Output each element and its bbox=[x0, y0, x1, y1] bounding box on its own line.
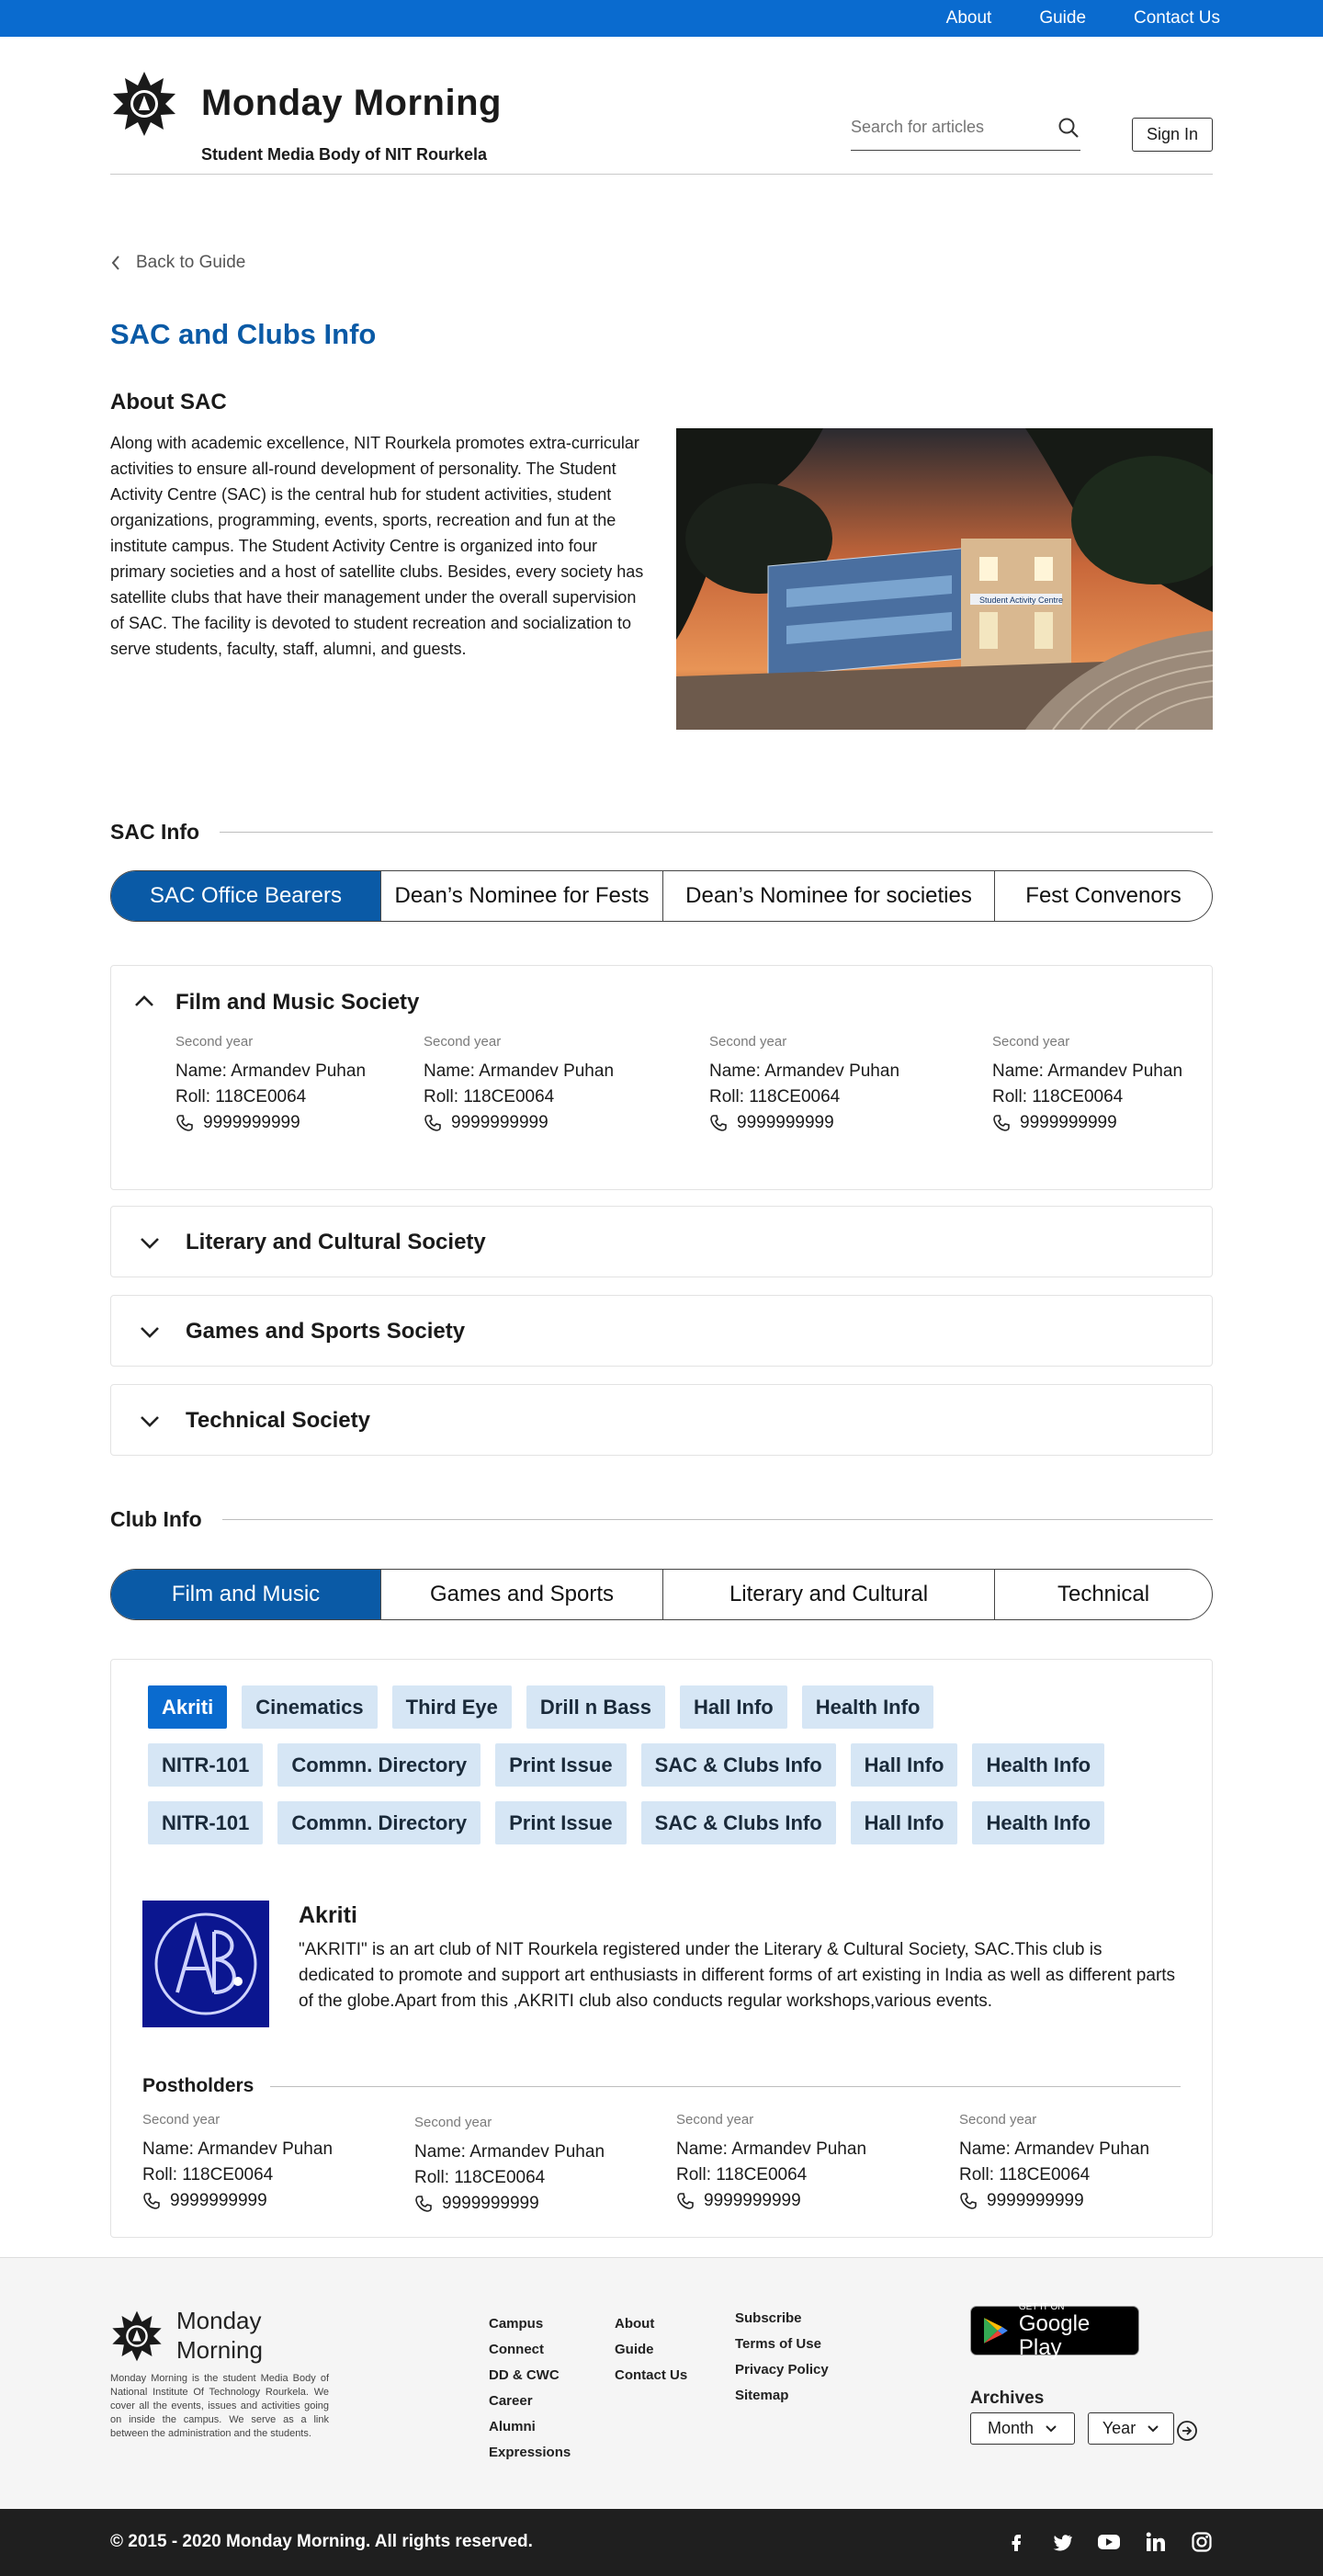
footer-description: Monday Morning is the student Media Body of National Institute Of Technology Rourkela. We cover all the events, issues and activities going on inside the campus. We serve as a link between the administration and the students. bbox=[110, 2373, 329, 2439]
footer-links-col-2 bbox=[615, 2311, 687, 2389]
footer-link-connect[interactable]: Connect bbox=[489, 2342, 544, 2357]
society-title[interactable]: Film and Music Society bbox=[175, 990, 420, 1015]
sac-building-photo bbox=[676, 428, 1213, 730]
phone-icon bbox=[992, 1114, 1011, 1132]
society-title: Technical Society bbox=[186, 1408, 370, 1433]
postholder-phone-number: 9999999999 bbox=[170, 2191, 267, 2210]
social-links bbox=[1005, 2531, 1213, 2553]
club-info-header bbox=[110, 1507, 1213, 1532]
chip-health-info[interactable]: Health Info bbox=[802, 1685, 934, 1729]
phone-icon bbox=[959, 2192, 978, 2210]
chip-row bbox=[148, 1743, 1177, 1787]
postholder-name: Name: Armandev Puhan bbox=[142, 2139, 334, 2159]
year-select[interactable] bbox=[1088, 2412, 1174, 2445]
footer-links-col-1 bbox=[489, 2311, 571, 2466]
tab-games-sports[interactable]: Games and Sports bbox=[381, 1570, 663, 1619]
member-name: Name: Armandev Puhan bbox=[992, 1061, 1183, 1081]
phone-icon bbox=[142, 2192, 161, 2210]
month-select-value: Month bbox=[987, 2419, 1035, 2437]
club-chip-list bbox=[148, 1685, 1177, 1859]
chip-sac-clubs-info[interactable]: SAC & Clubs Info bbox=[641, 1743, 836, 1787]
tab-fest-convenors[interactable]: Fest Convenors bbox=[1025, 883, 1182, 908]
member-roll: Roll: 118CE0064 bbox=[424, 1087, 555, 1106]
nav-contact-link[interactable]: Contact Us bbox=[1134, 8, 1220, 28]
footer-brand bbox=[176, 2306, 263, 2365]
chip-hall-info[interactable]: Hall Info bbox=[851, 1743, 958, 1787]
footer-link-expressions[interactable]: Expressions bbox=[489, 2445, 571, 2460]
society-title: Games and Sports Society bbox=[186, 1319, 466, 1344]
phone-icon bbox=[676, 2192, 695, 2210]
arrow-right-circle-icon[interactable] bbox=[1176, 2420, 1198, 2442]
chip-akriti[interactable]: Akriti bbox=[148, 1685, 227, 1729]
sac-info-heading: SAC Info bbox=[110, 820, 200, 844]
chip-print-issue[interactable]: Print Issue bbox=[495, 1743, 626, 1787]
member-phone-number: 9999999999 bbox=[737, 1113, 834, 1132]
search-input[interactable] bbox=[851, 110, 1044, 143]
member-roll: Roll: 118CE0064 bbox=[175, 1087, 307, 1106]
member-phone-number: 9999999999 bbox=[1020, 1113, 1117, 1132]
member-name: Name: Armandev Puhan bbox=[709, 1061, 900, 1081]
back-link-label: Back to Guide bbox=[136, 253, 246, 272]
member-phone-number: 9999999999 bbox=[203, 1113, 300, 1132]
postholder-phone-number: 9999999999 bbox=[442, 2194, 539, 2213]
brand-subtitle: Student Media Body of NIT Rourkela bbox=[201, 145, 488, 164]
member-year: Second year bbox=[709, 1034, 787, 1050]
footer-link-guide[interactable]: Guide bbox=[615, 2342, 654, 2357]
youtube-icon[interactable] bbox=[1097, 2531, 1121, 2553]
top-nav-bar bbox=[0, 0, 1323, 37]
linkedin-icon[interactable] bbox=[1145, 2531, 1167, 2553]
footer-link-contact[interactable]: Contact Us bbox=[615, 2367, 688, 2383]
footer-link-campus[interactable]: Campus bbox=[489, 2316, 544, 2332]
member-card bbox=[709, 1034, 930, 1136]
copyright-bar bbox=[0, 2509, 1323, 2576]
phone-icon bbox=[175, 1114, 194, 1132]
chip-hall-info[interactable]: Hall Info bbox=[680, 1685, 787, 1729]
divider bbox=[222, 1519, 1213, 1520]
member-name: Name: Armandev Puhan bbox=[424, 1061, 615, 1081]
footer-link-alumni[interactable]: Alumni bbox=[489, 2419, 536, 2434]
chip-row bbox=[148, 1801, 1177, 1844]
chip-hall-info[interactable]: Hall Info bbox=[851, 1801, 958, 1844]
member-phone-number: 9999999999 bbox=[451, 1113, 548, 1132]
sac-info-tabs bbox=[110, 870, 1213, 922]
google-play-badge[interactable] bbox=[970, 2301, 1139, 2360]
postholder-phone[interactable] bbox=[676, 2188, 897, 2214]
tab-deans-nominee-societies[interactable]: Dean’s Nominee for societies bbox=[663, 871, 995, 921]
nav-guide-link[interactable]: Guide bbox=[1039, 8, 1087, 28]
member-roll: Roll: 118CE0064 bbox=[992, 1087, 1124, 1106]
month-select[interactable] bbox=[970, 2412, 1075, 2445]
club-panel bbox=[110, 1659, 1213, 2238]
society-card-games-sports[interactable] bbox=[110, 1295, 1213, 1367]
chevron-left-icon bbox=[110, 254, 121, 272]
gplay-small-text: GET IT ON bbox=[1018, 2301, 1065, 2312]
brand-title[interactable]: Monday Morning bbox=[201, 83, 502, 123]
chevron-down-icon bbox=[1147, 2424, 1159, 2434]
member-name: Name: Armandev Puhan bbox=[175, 1061, 367, 1081]
postholder-card bbox=[414, 2115, 635, 2217]
postholder-card bbox=[676, 2112, 897, 2214]
postholder-card bbox=[959, 2112, 1180, 2214]
member-year: Second year bbox=[424, 1034, 502, 1050]
search-box bbox=[851, 110, 1080, 151]
chip-row bbox=[148, 1685, 1177, 1729]
postholder-name: Name: Armandev Puhan bbox=[676, 2139, 867, 2159]
footer-link-privacy[interactable]: Privacy Policy bbox=[735, 2362, 829, 2377]
chevron-down-icon bbox=[1045, 2424, 1057, 2434]
club-name: Akriti bbox=[299, 1902, 357, 1928]
chip-health-info[interactable]: Health Info bbox=[972, 1743, 1104, 1787]
postholder-year: Second year bbox=[676, 2112, 754, 2128]
club-description: "AKRITI" is an art club of NIT Rourkela registered under the Literary & Cultural Society, SAC.This club is dedicated to promote and support art enthusiasts in different forms of art existing in India as well as different parts of the globe.Apart from this ,AKRITI club also conducts regular workshops,various events. bbox=[299, 1940, 1176, 2011]
postholders-header bbox=[142, 2075, 1181, 2097]
member-phone[interactable] bbox=[992, 1110, 1213, 1136]
twitter-icon[interactable] bbox=[1051, 2531, 1073, 2553]
chip-sac-clubs-info[interactable]: SAC & Clubs Info bbox=[641, 1801, 836, 1844]
akriti-club-logo bbox=[142, 1901, 269, 2027]
member-phone[interactable] bbox=[175, 1110, 396, 1136]
postholder-card bbox=[142, 2112, 363, 2214]
divider bbox=[270, 2086, 1181, 2087]
gplay-big-text: Google Play bbox=[1018, 2310, 1091, 2360]
postholder-year: Second year bbox=[142, 2112, 220, 2128]
footer-link-sitemap[interactable]: Sitemap bbox=[735, 2388, 789, 2403]
search-icon[interactable] bbox=[1057, 116, 1080, 140]
member-year: Second year bbox=[992, 1034, 1070, 1050]
member-phone[interactable] bbox=[424, 1110, 644, 1136]
facebook-icon[interactable] bbox=[1005, 2531, 1027, 2553]
postholder-phone[interactable] bbox=[414, 2191, 635, 2217]
footer-brand-line: Morning bbox=[176, 2336, 263, 2364]
footer-link-subscribe[interactable]: Subscribe bbox=[735, 2310, 802, 2326]
society-card-film-music bbox=[110, 965, 1213, 1190]
star-logo-icon[interactable] bbox=[110, 2309, 164, 2363]
postholder-name: Name: Armandev Puhan bbox=[414, 2142, 605, 2162]
postholder-phone-number: 9999999999 bbox=[987, 2191, 1084, 2210]
sac-info-header bbox=[110, 820, 1213, 845]
about-heading: About SAC bbox=[110, 390, 227, 414]
postholder-year: Second year bbox=[959, 2112, 1037, 2128]
site-header bbox=[110, 37, 1213, 175]
postholder-phone[interactable] bbox=[142, 2188, 363, 2214]
footer-link-terms[interactable]: Terms of Use bbox=[735, 2336, 821, 2352]
club-info-tabs bbox=[110, 1569, 1213, 1620]
tab-technical[interactable]: Technical bbox=[1057, 1582, 1150, 1606]
google-play-icon bbox=[982, 2316, 1010, 2345]
divider bbox=[220, 832, 1213, 833]
postholder-phone[interactable] bbox=[959, 2188, 1180, 2214]
about-text: Along with academic excellence, NIT Rourkela promotes extra-curricular activities to ensure all-round development of personality. The Student Activity Centre (SAC) is the central hub for student activities, student organizations, programming, events, sports, recreation and fun at the institute campus. The Student Activity Centre is organized into four primary societies and a host of satellite clubs. Besides, every society has satellite clubs that have their management under the overall supervision of SAC. The facility is devoted to student recreation and socialization to serve students, faculty, staff, alumni, and guests. bbox=[110, 434, 644, 658]
chip-print-issue[interactable]: Print Issue bbox=[495, 1801, 626, 1844]
postholder-roll: Roll: 118CE0064 bbox=[959, 2165, 1091, 2184]
star-logo-icon[interactable] bbox=[110, 70, 178, 138]
tab-film-music[interactable]: Film and Music bbox=[111, 1570, 381, 1619]
phone-icon bbox=[414, 2195, 433, 2213]
society-title: Literary and Cultural Society bbox=[186, 1230, 486, 1254]
postholder-phone-number: 9999999999 bbox=[704, 2191, 801, 2210]
back-to-guide-link[interactable] bbox=[110, 253, 245, 273]
member-card bbox=[175, 1034, 396, 1136]
postholder-roll: Roll: 118CE0064 bbox=[676, 2165, 808, 2184]
copyright-text: © 2015 - 2020 Monday Morning. All rights reserved. bbox=[110, 2532, 533, 2551]
tab-literary-cultural[interactable]: Literary and Cultural bbox=[663, 1570, 995, 1619]
member-card bbox=[992, 1034, 1213, 1136]
chip-commn-directory[interactable]: Commn. Directory bbox=[277, 1743, 481, 1787]
member-phone[interactable] bbox=[709, 1110, 930, 1136]
postholder-year: Second year bbox=[414, 2115, 492, 2130]
nav-about-link[interactable]: About bbox=[945, 8, 992, 28]
postholder-name: Name: Armandev Puhan bbox=[959, 2139, 1150, 2159]
footer-link-dd-cwc[interactable]: DD & CWC bbox=[489, 2367, 560, 2383]
chevron-down-icon bbox=[139, 1325, 161, 1340]
phone-icon bbox=[424, 1114, 442, 1132]
tab-sac-office-bearers[interactable]: SAC Office Bearers bbox=[111, 871, 381, 921]
member-year: Second year bbox=[175, 1034, 254, 1050]
club-info-heading: Club Info bbox=[110, 1507, 202, 1531]
footer-link-about[interactable]: About bbox=[615, 2316, 655, 2332]
postholder-roll: Roll: 118CE0064 bbox=[414, 2168, 546, 2187]
chevron-up-icon[interactable] bbox=[133, 993, 155, 1008]
member-card bbox=[424, 1034, 644, 1136]
postholder-roll: Roll: 118CE0064 bbox=[142, 2165, 274, 2184]
chip-commn-directory[interactable]: Commn. Directory bbox=[277, 1801, 481, 1844]
footer-link-career[interactable]: Career bbox=[489, 2393, 533, 2409]
postholders-heading: Postholders bbox=[142, 2075, 254, 2096]
site-footer bbox=[0, 2257, 1323, 2509]
tab-deans-nominee-fests[interactable]: Dean’s Nominee for Fests bbox=[381, 871, 663, 921]
society-card-literary-cultural[interactable] bbox=[110, 1206, 1213, 1277]
footer-brand-line: Monday bbox=[176, 2307, 262, 2334]
instagram-icon[interactable] bbox=[1191, 2531, 1213, 2553]
archives-label: Archives bbox=[970, 2389, 1045, 2408]
chip-nitr-101[interactable]: NITR-101 bbox=[148, 1743, 263, 1787]
chip-third-eye[interactable]: Third Eye bbox=[392, 1685, 512, 1729]
page-title: SAC and Clubs Info bbox=[110, 318, 377, 350]
member-roll: Roll: 118CE0064 bbox=[709, 1087, 841, 1106]
chip-nitr-101[interactable]: NITR-101 bbox=[148, 1801, 263, 1844]
building-sign: Student Activity Centre bbox=[979, 596, 1064, 605]
chevron-down-icon bbox=[139, 1414, 161, 1429]
phone-icon bbox=[709, 1114, 728, 1132]
year-select-value: Year bbox=[1102, 2419, 1136, 2437]
chip-drill-n-bass[interactable]: Drill n Bass bbox=[526, 1685, 665, 1729]
sign-in-button[interactable]: Sign In bbox=[1132, 118, 1213, 152]
chip-cinematics[interactable]: Cinematics bbox=[242, 1685, 377, 1729]
footer-links-col-3 bbox=[735, 2306, 829, 2409]
chip-health-info[interactable]: Health Info bbox=[972, 1801, 1104, 1844]
society-card-technical[interactable] bbox=[110, 1384, 1213, 1456]
chevron-down-icon bbox=[139, 1236, 161, 1251]
